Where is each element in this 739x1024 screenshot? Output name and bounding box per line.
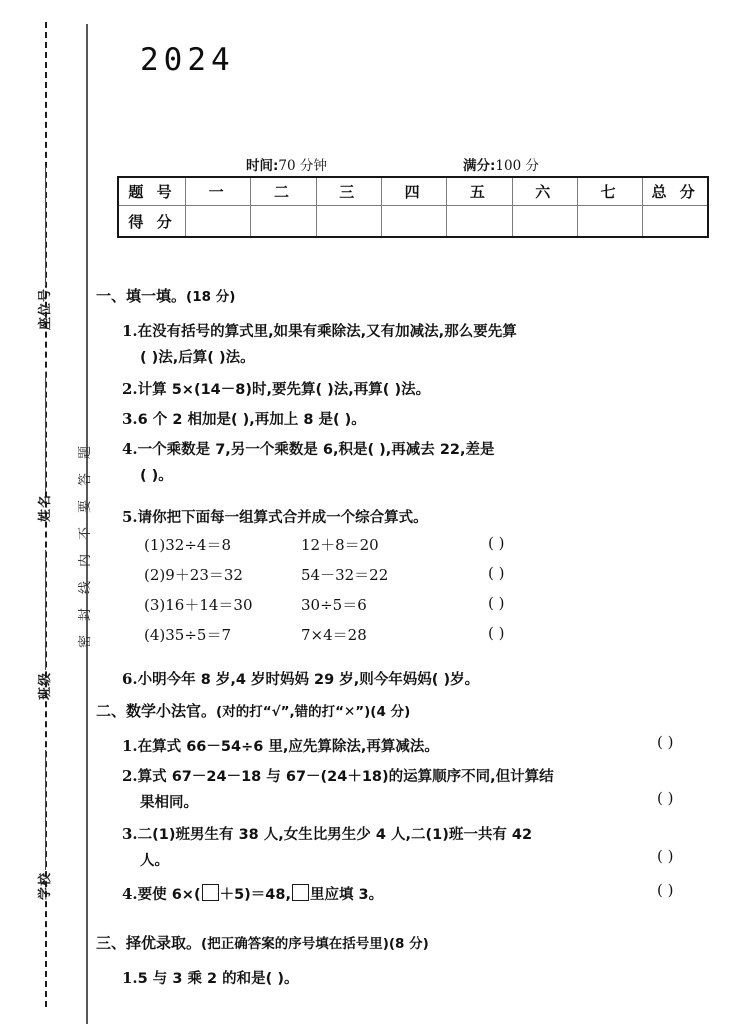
time-limit: 时间:70 分钟 [246,158,327,174]
question-index: 4. [122,440,138,458]
question-2-3-line1 [122,821,532,848]
seal-field-blank [45,750,46,870]
truefalse-answer-blank[interactable]: ( ) [657,733,674,751]
score-table-col-6: 六 [512,177,577,206]
score-cell-7[interactable] [577,206,642,238]
equation-answer-blank[interactable]: ( ) [488,564,505,582]
question-index: 1. [122,737,138,755]
question-text: 6 个 2 相加是( ),再加上 8 是( )。 [137,412,366,428]
seal-field-blank [45,166,46,286]
equation-second: 7×4＝28 [301,626,367,644]
question-text: 二(1)班男生有 38 人,女生比男生少 4 人,二(1)班一共有 42 [137,827,533,843]
question-text: 果相同。 [140,795,198,811]
truefalse-answer-blank[interactable]: ( ) [657,847,674,865]
section-number: 三、 [96,934,127,952]
score-cell-5[interactable] [447,206,512,238]
section-number: 一、 [96,287,127,305]
seal-field-name [34,372,53,522]
seal-warning-text: 密封线内不要答题 [78,431,93,648]
question-2-1 [122,733,439,760]
answer-box-blank[interactable] [202,884,219,901]
score-table-col-3: 三 [316,177,381,206]
question-text: 计算 5×(14－8)时,要先算( )法,再算( )法。 [137,382,431,398]
score-cell-1[interactable] [186,206,251,238]
table-row [118,177,708,206]
section-heading-3 [96,932,429,953]
equation-pair-label: (3)16＋14＝30 [144,596,253,614]
equation-answer-blank[interactable]: ( ) [488,594,505,612]
equation-first: 35÷5＝7 [165,626,231,644]
question-index: 3. [122,825,138,843]
question-3-1 [122,965,298,992]
question-text: 小明今年 8 岁,4 岁时妈妈 29 岁,则今年妈妈( )岁。 [137,672,480,688]
score-table-row-label: 得 分 [118,206,186,238]
question-1-5 [122,504,428,531]
exam-page [96,0,739,1024]
question-text: 在没有括号的算式里,如果有乘除法,又有加减法,那么要先算 [137,324,517,340]
time-limit-label: 时间 [246,158,273,174]
seal-field-seat-number [34,166,53,330]
question-index: 4. [122,885,138,903]
section-title: 数学小法官。 [126,702,217,720]
score-table-col-total: 总 分 [643,177,708,206]
question-1-1-line2 [140,344,255,371]
question-2-4 [122,881,383,908]
question-1-2 [122,376,430,403]
section-note: (对的打“√”,错的打“✕”)(4 分) [216,704,411,720]
seal-field-class [34,550,53,700]
equation-answer-blank[interactable]: ( ) [488,624,505,642]
score-table-col-1: 一 [186,177,251,206]
seal-field-label: 姓名 [38,493,53,522]
equation-second: 30÷5＝6 [301,596,367,614]
page-title-year: 2024 [140,42,235,78]
equation-first: 32÷4＝8 [165,536,231,554]
score-table-col-4: 四 [381,177,446,206]
section-note: (18 分) [186,289,236,305]
equation-second: 54－32＝22 [301,566,389,584]
question-text: ( )。 [140,468,173,484]
equation-second: 12＋8＝20 [301,536,379,554]
full-score: 满分:100 分 [463,158,539,174]
section-number: 二、 [96,702,127,720]
question-1-4-line1 [122,436,495,463]
equation-first: 9＋23＝32 [165,566,243,584]
question-1-1-line1 [122,318,517,345]
seal-field-blank [45,550,46,670]
equation-pair-label: (2)9＋23＝32 [144,566,243,584]
full-score-value: 100 分 [495,158,539,174]
question-index: 2. [122,767,138,785]
seal-field-label: 班级 [38,671,53,700]
seal-field-school [34,750,53,900]
question-index: 5. [122,508,138,526]
truefalse-answer-blank[interactable]: ( ) [657,881,674,899]
equation-answer-blank[interactable]: ( ) [488,534,505,552]
truefalse-answer-blank[interactable]: ( ) [657,789,674,807]
question-text: 在算式 66－54÷6 里,应先算除法,再算减法。 [137,739,439,755]
section-title: 填一填。 [126,287,187,305]
question-1-6 [122,666,479,693]
question-1-4-line2 [140,462,173,489]
question-1-3 [122,406,366,433]
question-index: 1. [122,322,138,340]
section-heading-2 [96,700,410,721]
table-row [118,206,708,238]
section-note: (把正确答案的序号填在括号里)(8 分) [201,936,429,952]
answer-box-blank[interactable] [292,884,309,901]
equation-pair-label: (1)32÷4＝8 [144,536,231,554]
equation-first: 16＋14＝30 [165,596,253,614]
question-2-2-line2 [140,789,198,816]
question-text: 算式 67－24－18 与 67－(24＋18)的运算顺序不同,但计算结 [137,769,554,785]
question-2-2-line1 [122,763,554,790]
seal-field-label: 学校 [38,871,53,900]
score-cell-total[interactable] [643,206,708,238]
time-limit-value: 70 分钟 [278,158,327,174]
question-2-3-line2 [140,847,169,874]
question-text: 要使 6×( ＋5)＝48, 里应填 3。 [138,887,383,903]
section-heading-1 [96,285,235,306]
question-index: 3. [122,410,138,428]
seal-field-label: 座位号 [38,287,53,330]
section-title: 择优录取。 [126,934,202,952]
score-table-col-5: 五 [447,177,512,206]
score-cell-6[interactable] [512,206,577,238]
question-text: 5 与 3 乘 2 的和是( )。 [137,971,299,987]
score-table-col-2: 二 [251,177,316,206]
score-cell-2[interactable] [251,206,316,238]
score-table [117,176,709,238]
question-index: 6. [122,670,138,688]
equation-pair-label: (4)35÷5＝7 [144,626,231,644]
score-cell-3[interactable] [316,206,381,238]
score-table-col-7: 七 [577,177,642,206]
question-text: ( )法,后算( )法。 [140,350,255,366]
seal-margin [0,0,96,1024]
question-text: 人。 [140,853,169,869]
question-index: 2. [122,380,138,398]
question-text: 一个乘数是 7,另一个乘数是 6,积是( ),再减去 22,差是 [137,442,495,458]
score-cell-4[interactable] [381,206,446,238]
seal-field-blank [45,372,46,492]
question-text: 请你把下面每一组算式合并成一个综合算式。 [137,510,428,526]
full-score-label: 满分 [463,158,490,174]
question-index: 1. [122,969,138,987]
score-table-row-label: 题 号 [118,177,186,206]
